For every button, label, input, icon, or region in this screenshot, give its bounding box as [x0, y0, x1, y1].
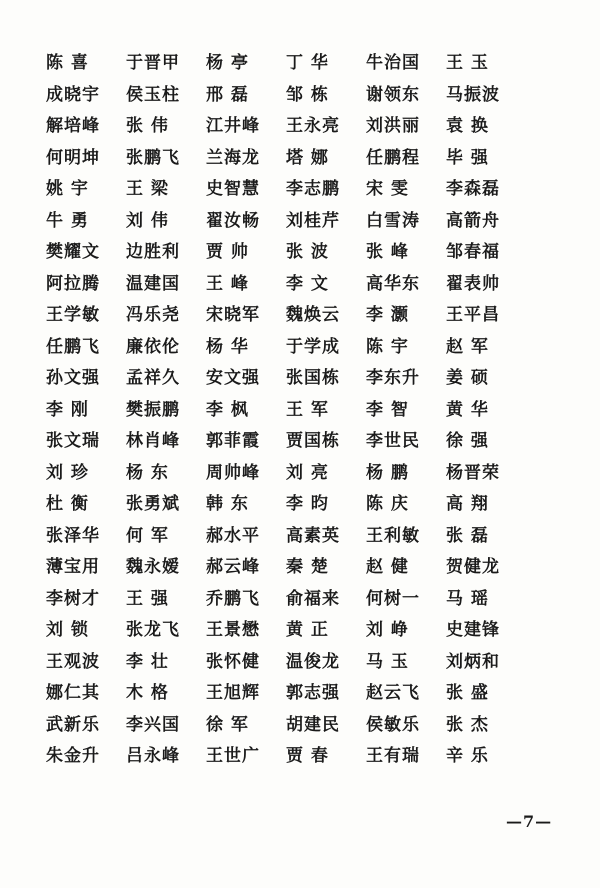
name-cell: 胡建民 [286, 714, 340, 735]
name-cell: 翟表帅 [446, 273, 500, 294]
name-cell: 杨 鹏 [366, 462, 409, 483]
name-cell: 李 昀 [286, 494, 329, 514]
name-cell: 任鹏飞 [46, 336, 100, 357]
name-cell: 高素英 [286, 525, 340, 546]
name-cell: 木 格 [126, 683, 169, 703]
name-cell: 王 玉 [446, 53, 489, 73]
name-cell: 张勇斌 [126, 494, 180, 514]
name-cell: 贾 帅 [206, 242, 249, 262]
name-cell: 张 峰 [366, 242, 409, 262]
name-cell: 武新乐 [46, 714, 100, 735]
name-cell: 李世民 [366, 431, 420, 451]
name-cell: 刘炳和 [446, 651, 500, 672]
name-cell: 邹 栋 [286, 84, 329, 105]
name-cell: 薄宝用 [46, 557, 100, 577]
name-cell: 乔鹏飞 [206, 588, 260, 609]
name-cell: 张怀健 [206, 651, 260, 672]
name-cell: 史智慧 [206, 179, 260, 199]
name-cell: 于晋甲 [126, 53, 180, 73]
name-cell: 解培峰 [46, 116, 100, 136]
name-cell: 林肖峰 [126, 431, 180, 451]
name-cell: 何明坤 [46, 147, 100, 168]
name-cell: 郝云峰 [206, 557, 260, 577]
name-cell: 于学成 [286, 336, 340, 357]
name-cell: 孟祥久 [126, 368, 180, 388]
name-cell: 李志鹏 [286, 179, 340, 199]
name-cell: 安文强 [206, 368, 260, 388]
name-cell: 李东升 [366, 368, 420, 388]
name-cell: 辛 乐 [446, 746, 489, 766]
name-cell: 魏永嫒 [126, 557, 180, 577]
name-cell: 陈 宇 [366, 336, 409, 357]
name-cell: 白雪涛 [366, 210, 420, 231]
name-cell: 吕永峰 [126, 746, 180, 766]
name-cell: 成晓宇 [46, 84, 100, 105]
name-cell: 温俊龙 [286, 651, 340, 672]
name-cell: 陈 喜 [46, 53, 89, 73]
name-cell: 王景懋 [206, 620, 260, 640]
name-cell: 翟汝畅 [206, 210, 260, 231]
name-cell: 王 强 [126, 588, 169, 609]
name-cell: 杨 华 [206, 336, 249, 357]
name-cell: 刘洪丽 [366, 116, 420, 136]
name-cell: 魏焕云 [286, 305, 340, 325]
name-cell: 郭菲霞 [206, 431, 260, 451]
name-cell: 李 壮 [126, 651, 169, 672]
name-cell: 张国栋 [286, 368, 340, 388]
name-cell: 刘桂芹 [286, 210, 340, 231]
name-cell: 王 军 [286, 399, 329, 420]
name-cell: 兰海龙 [206, 147, 260, 168]
name-cell: 刘 锁 [46, 620, 89, 640]
name-cell: 高华东 [366, 273, 420, 294]
name-cell: 侯玉柱 [126, 84, 180, 105]
name-cell: 王 峰 [206, 273, 249, 294]
name-cell: 赵云飞 [366, 683, 420, 703]
name-cell: 刘 珍 [46, 462, 89, 483]
name-cell: 李 智 [366, 399, 409, 420]
name-cell: 邢 磊 [206, 84, 249, 105]
name-cell: 马 玉 [366, 651, 409, 672]
name-cell: 毕 强 [446, 147, 489, 168]
name-cell: 李树才 [46, 588, 100, 609]
name-cell: 宋 雯 [366, 179, 409, 199]
name-cell: 张 杰 [446, 714, 489, 735]
name-cell: 边胜利 [126, 242, 180, 262]
name-cell: 冯乐尧 [126, 305, 180, 325]
name-cell: 袁 换 [446, 116, 489, 136]
name-cell: 马振波 [446, 84, 500, 105]
name-cell: 王旭辉 [206, 683, 260, 703]
name-cell: 李 刚 [46, 399, 89, 420]
name-cell: 王利敏 [366, 525, 420, 546]
name-cell: 高 翔 [446, 494, 489, 514]
name-cell: 樊耀文 [46, 242, 100, 262]
name-cell: 赵 健 [366, 557, 409, 577]
name-cell: 马 瑶 [446, 588, 489, 609]
name-cell: 张 伟 [126, 116, 169, 136]
name-cell: 塔 娜 [286, 147, 329, 168]
name-cell: 贾国栋 [286, 431, 340, 451]
name-cell: 王学敏 [46, 305, 100, 325]
name-cell: 朱金升 [46, 746, 100, 766]
name-cell: 姜 硕 [446, 368, 489, 388]
name-cell: 刘 伟 [126, 210, 169, 231]
name-cell: 王永亮 [286, 116, 340, 136]
name-cell: 史建锋 [446, 620, 500, 640]
name-cell: 江井峰 [206, 116, 260, 136]
name-cell: 秦 楚 [286, 557, 329, 577]
name-cell: 李 枫 [206, 399, 249, 420]
name-cell: 王 梁 [126, 179, 169, 199]
name-cell: 李 文 [286, 273, 329, 294]
name-cell: 张泽华 [46, 525, 100, 546]
name-cell: 张鹏飞 [126, 147, 180, 168]
name-cell: 牛治国 [366, 53, 420, 73]
name-cell: 阿拉腾 [46, 273, 100, 294]
name-cell: 郭志强 [286, 683, 340, 703]
name-cell: 郝水平 [206, 525, 260, 546]
name-cell: 孙文强 [46, 368, 100, 388]
name-cell: 黄 正 [286, 620, 329, 640]
name-cell: 张龙飞 [126, 620, 180, 640]
name-cell: 邹春福 [446, 242, 500, 262]
name-cell: 丁 华 [286, 53, 329, 73]
name-cell: 贾 春 [286, 746, 329, 766]
name-cell: 徐 强 [446, 431, 489, 451]
names-list [46, 48, 546, 773]
name-cell: 杨 东 [126, 462, 169, 483]
name-cell: 陈 庆 [366, 494, 409, 514]
name-cell: 张 盛 [446, 683, 489, 703]
name-cell: 刘 亮 [286, 462, 329, 483]
name-cell: 何树一 [366, 588, 420, 609]
name-cell: 杜 衡 [46, 494, 89, 514]
name-cell: 张 磊 [446, 525, 489, 546]
name-cell: 宋晓军 [206, 305, 260, 325]
name-cell: 张 波 [286, 242, 329, 262]
name-cell: 贺健龙 [446, 557, 500, 577]
name-cell: 周帅峰 [206, 462, 260, 483]
name-cell: 刘 峥 [366, 620, 409, 640]
name-cell: 张文瑞 [46, 431, 100, 451]
name-cell: 樊振鹏 [126, 399, 180, 420]
name-cell: 俞福来 [286, 588, 340, 609]
name-cell: 王观波 [46, 651, 100, 672]
name-cell: 李兴国 [126, 714, 180, 735]
name-cell: 谢领东 [366, 84, 420, 105]
name-cell: 徐 军 [206, 714, 249, 735]
name-cell: 何 军 [126, 525, 169, 546]
name-cell: 廉依伦 [126, 336, 180, 357]
name-cell: 杨晋荣 [446, 462, 500, 483]
name-cell: 高箭舟 [446, 210, 500, 231]
name-cell: 侯敏乐 [366, 714, 420, 735]
name-cell: 任鹏程 [366, 147, 420, 168]
name-cell: 姚 宇 [46, 179, 89, 199]
name-cell: 李 灏 [366, 305, 409, 325]
name-cell: 王世广 [206, 746, 260, 766]
name-cell: 李森磊 [446, 179, 500, 199]
name-cell: 温建国 [126, 273, 180, 294]
name-cell: 王平昌 [446, 305, 500, 325]
name-cell: 娜仁其 [46, 683, 100, 703]
name-cell: 赵 军 [446, 336, 489, 357]
name-cell: 牛 勇 [46, 210, 89, 231]
name-cell: 黄 华 [446, 399, 489, 420]
page-number: —7— [506, 812, 553, 831]
name-cell: 韩 东 [206, 494, 249, 514]
name-cell: 杨 亭 [206, 53, 249, 73]
name-cell: 王有瑞 [366, 746, 420, 766]
